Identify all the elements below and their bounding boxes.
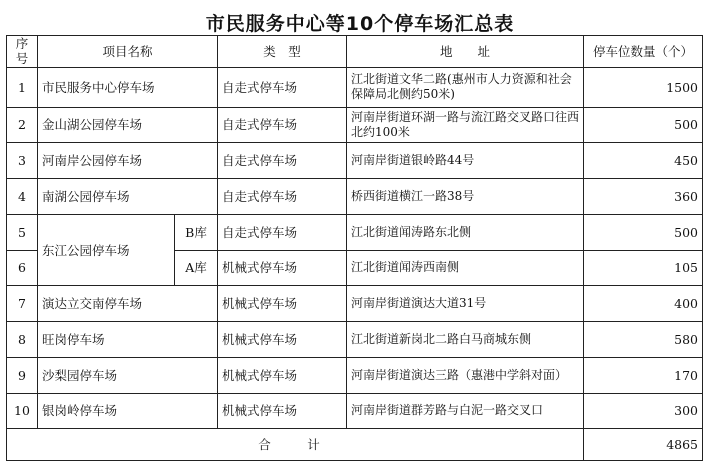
row-seq: 8 [7, 322, 38, 358]
row-seq: 6 [7, 250, 38, 286]
row-seq: 10 [7, 393, 38, 429]
row-address: 河南岸街道演达大道31号 [347, 286, 584, 322]
row-address: 江北街道新岗北二路白马商城东侧 [347, 322, 584, 358]
row-seq: 7 [7, 286, 38, 322]
row-address: 河南岸街道银岭路44号 [347, 143, 584, 179]
row-spaces: 360 [584, 179, 703, 215]
header-address: 地 址 [347, 36, 584, 68]
row-type: 机械式停车场 [218, 322, 347, 358]
total-value: 4865 [584, 429, 703, 461]
row-name: 河南岸公园停车场 [38, 143, 218, 179]
row-seq: 4 [7, 179, 38, 215]
row-seq: 3 [7, 143, 38, 179]
row-type: 自走式停车场 [218, 107, 347, 143]
row-name: 沙梨园停车场 [38, 357, 218, 393]
row-name: 东江公园停车场 [38, 214, 175, 286]
header-seq: 序号 [7, 36, 38, 68]
row-address: 江北街道闻涛西南侧 [347, 250, 584, 286]
table-title: 市民服务中心等10个停车场汇总表 [205, 13, 515, 35]
table-row [7, 357, 703, 393]
row-type: 自走式停车场 [218, 67, 347, 107]
total-row [7, 429, 703, 461]
row-spaces: 1500 [584, 67, 703, 107]
header-row [7, 36, 703, 68]
row-seq: 5 [7, 214, 38, 250]
row-address: 江北街道闻涛路东北侧 [347, 214, 584, 250]
row-address: 河南岸街道群芳路与白泥一路交叉口 [347, 393, 584, 429]
table-row [7, 393, 703, 429]
row-name: 金山湖公园停车场 [38, 107, 218, 143]
row-spaces: 300 [584, 393, 703, 429]
row-spaces: 500 [584, 107, 703, 143]
row-spaces: 450 [584, 143, 703, 179]
row-type: 机械式停车场 [218, 250, 347, 286]
row-spaces: 500 [584, 214, 703, 250]
row-seq: 1 [7, 67, 38, 107]
row-type: 机械式停车场 [218, 393, 347, 429]
table-row [7, 107, 703, 143]
row-type: 机械式停车场 [218, 357, 347, 393]
table-row [7, 286, 703, 322]
row-name: 南湖公园停车场 [38, 179, 218, 215]
row-type: 自走式停车场 [218, 214, 347, 250]
table-row [7, 143, 703, 179]
row-address: 河南岸街道环湖一路与流江路交叉路口往西北约100米 [347, 107, 584, 143]
row-seq: 2 [7, 107, 38, 143]
table-row [7, 67, 703, 107]
total-label: 合 计 [7, 429, 584, 461]
table-row [7, 214, 703, 250]
row-address: 河南岸街道演达三路（惠港中学斜对面） [347, 357, 584, 393]
row-type: 自走式停车场 [218, 143, 347, 179]
row-address: 桥西街道横江一路38号 [347, 179, 584, 215]
table-row [7, 179, 703, 215]
row-name: 银岗岭停车场 [38, 393, 218, 429]
row-name: 市民服务中心停车场 [38, 67, 218, 107]
row-spaces: 580 [584, 322, 703, 358]
row-spaces: 170 [584, 357, 703, 393]
row-spaces: 105 [584, 250, 703, 286]
row-seq: 9 [7, 357, 38, 393]
row-spaces: 400 [584, 286, 703, 322]
row-sub-garage: A库 [175, 250, 218, 286]
header-name: 项目名称 [38, 36, 218, 68]
table-row [7, 322, 703, 358]
row-type: 机械式停车场 [218, 286, 347, 322]
row-name: 演达立交南停车场 [38, 286, 218, 322]
row-address: 江北街道文华二路(惠州市人力资源和社会保障局北侧约50米) [347, 67, 584, 107]
parking-summary-table [6, 35, 703, 461]
row-name: 旺岗停车场 [38, 322, 218, 358]
row-type: 自走式停车场 [218, 179, 347, 215]
header-type: 类 型 [218, 36, 347, 68]
header-spaces: 停车位数量（个） [584, 36, 703, 68]
row-sub-garage: B库 [175, 214, 218, 250]
